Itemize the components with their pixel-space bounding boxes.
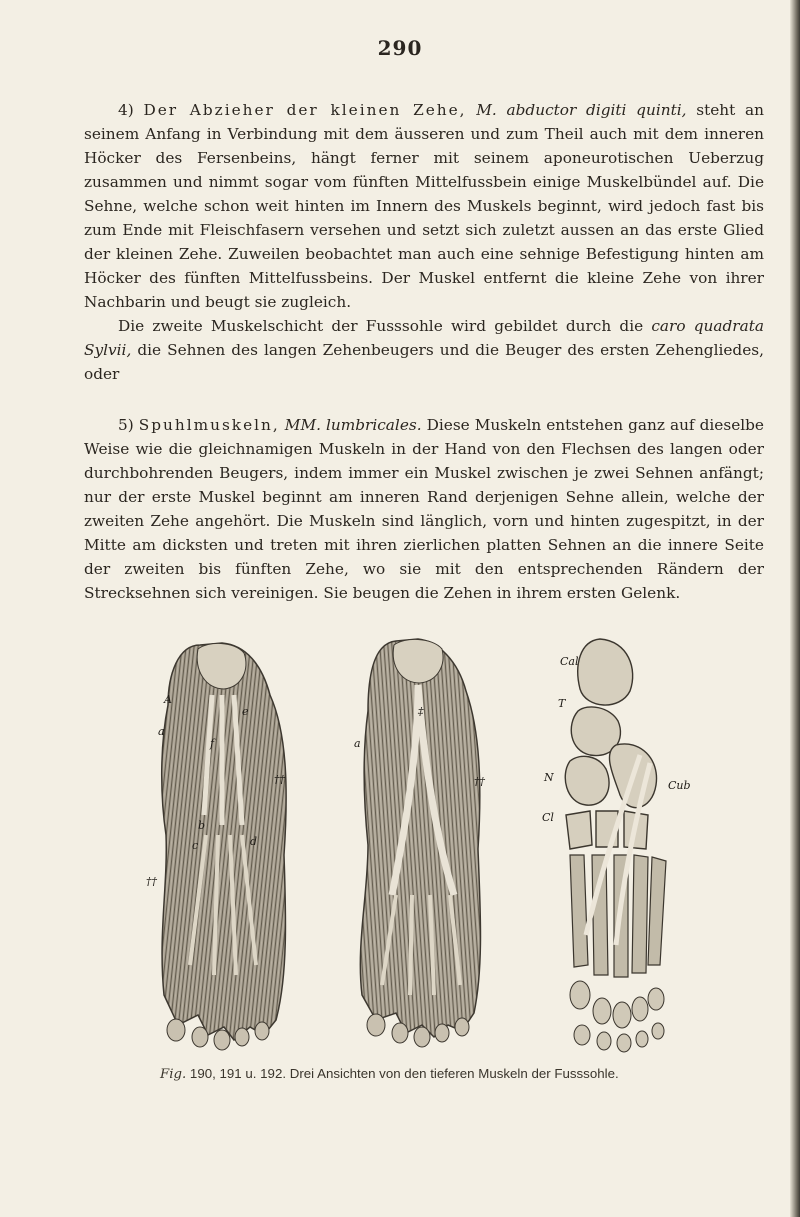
figure-label: e <box>242 705 249 718</box>
figure-label: A <box>164 693 172 706</box>
figure-label: ‡ <box>418 705 424 718</box>
page-number: 290 <box>377 36 423 60</box>
latin-term: M. abductor digiti quinti, <box>476 101 687 119</box>
figure-label: †† <box>146 875 157 888</box>
page-edge-shadow <box>790 0 800 1217</box>
figure-label: b <box>198 819 206 832</box>
latin-term: caro quadrata Sylvii, <box>84 317 764 359</box>
figure-label: a <box>158 725 165 738</box>
figure-label: a <box>354 737 361 750</box>
item-heading: Spuhlmuskeln, <box>138 416 280 434</box>
item-number: 5) <box>118 416 134 434</box>
paragraph-intro: Die zweite Muskelschicht der Fusssohle wird gebildet durch die <box>118 317 644 335</box>
figure-label: f <box>210 737 215 750</box>
figure-label: †† <box>474 775 485 788</box>
paragraph-second-layer <box>84 314 764 386</box>
figure-label: Cal <box>560 655 579 668</box>
caption-fig-label: Fig. <box>160 1067 187 1082</box>
figure-label: Cub <box>668 779 691 792</box>
caption-figure-numbers: 190, 191 u. 192. <box>189 1066 287 1081</box>
paragraph-body: Diese Muskeln entstehen ganz auf dieselbe Weise wie die gleichnamigen Muskeln in der Hand von den Flechsen des langen oder durchbohrenden Beugers, indem immer ein Muskel zwischen je zwei Sehnen anfängt; nur der erste Muskel beginnt am inneren Rand derjenigen Sehne allein, welche der zweiten Zehe angehört. Die Muskeln sind länglich, vorn und hinten zugespitzt, in der Mitte am dicksten und treten mit ihren zierlichen platten Sehnen an die innere Seite der zweiten bis fünften Zehe, wo sie mit den entsprechenden Rändern der Strecksehnen sich vereinigen. Sie beugen die Zehen in ihrem ersten Gelenk. <box>84 416 764 602</box>
figure-label: †† <box>274 773 285 786</box>
figure-label: Cl <box>542 811 554 824</box>
paragraph-lumbricales <box>84 413 764 605</box>
figure-190-foot-sole-muscles <box>138 635 308 1057</box>
figure-label: T <box>558 697 566 710</box>
item-number: 4) <box>118 101 134 119</box>
paragraph-body: die Sehnen des langen Zehenbeugers und die Beuger des ersten Zehengliedes, oder <box>84 341 764 383</box>
anatomy-figures <box>138 635 708 1057</box>
figure-192-foot-bones-tendons <box>530 635 708 1057</box>
figure-label: d <box>250 835 258 848</box>
figure-191-foot-sole-muscles <box>334 635 504 1057</box>
figure-label: N <box>544 771 554 784</box>
caption-text: Drei Ansichten von den tieferen Muskeln der Fusssohle. <box>289 1066 619 1081</box>
paragraph-body: steht an seinem Anfang in Verbindung mit dem äusseren und zum Theil auch mit dem inneren Höcker des Fersenbeins, hängt ferner mit seinem aponeurotischen Ueberzug zusammen und nimmt sogar vom fünften Mittelfussbein einige Muskelbündel auf. Die Sehne, welche schon weit hinten im Innern des Muskels beginnt, wird jedoch fast bis zum Ende mit Fleischfasern versehen und setzt sich zuletzt aussen an das erste Glied der kleinen Zehe. Zuweilen beobachtet man auch eine sehnige Befestigung hinten am Höcker des fünften Mittelfussbeins. Der Muskel entfernt die kleine Zehe von ihrer Nachbarin und beugt sie zugleich. <box>84 101 764 311</box>
latin-term: MM. lumbricales. <box>284 416 422 434</box>
paragraph-abductor <box>84 98 764 314</box>
figure-label: c <box>192 839 199 852</box>
figure-caption <box>160 1066 720 1082</box>
item-heading: Der Abzieher der kleinen Zehe, <box>143 101 467 119</box>
